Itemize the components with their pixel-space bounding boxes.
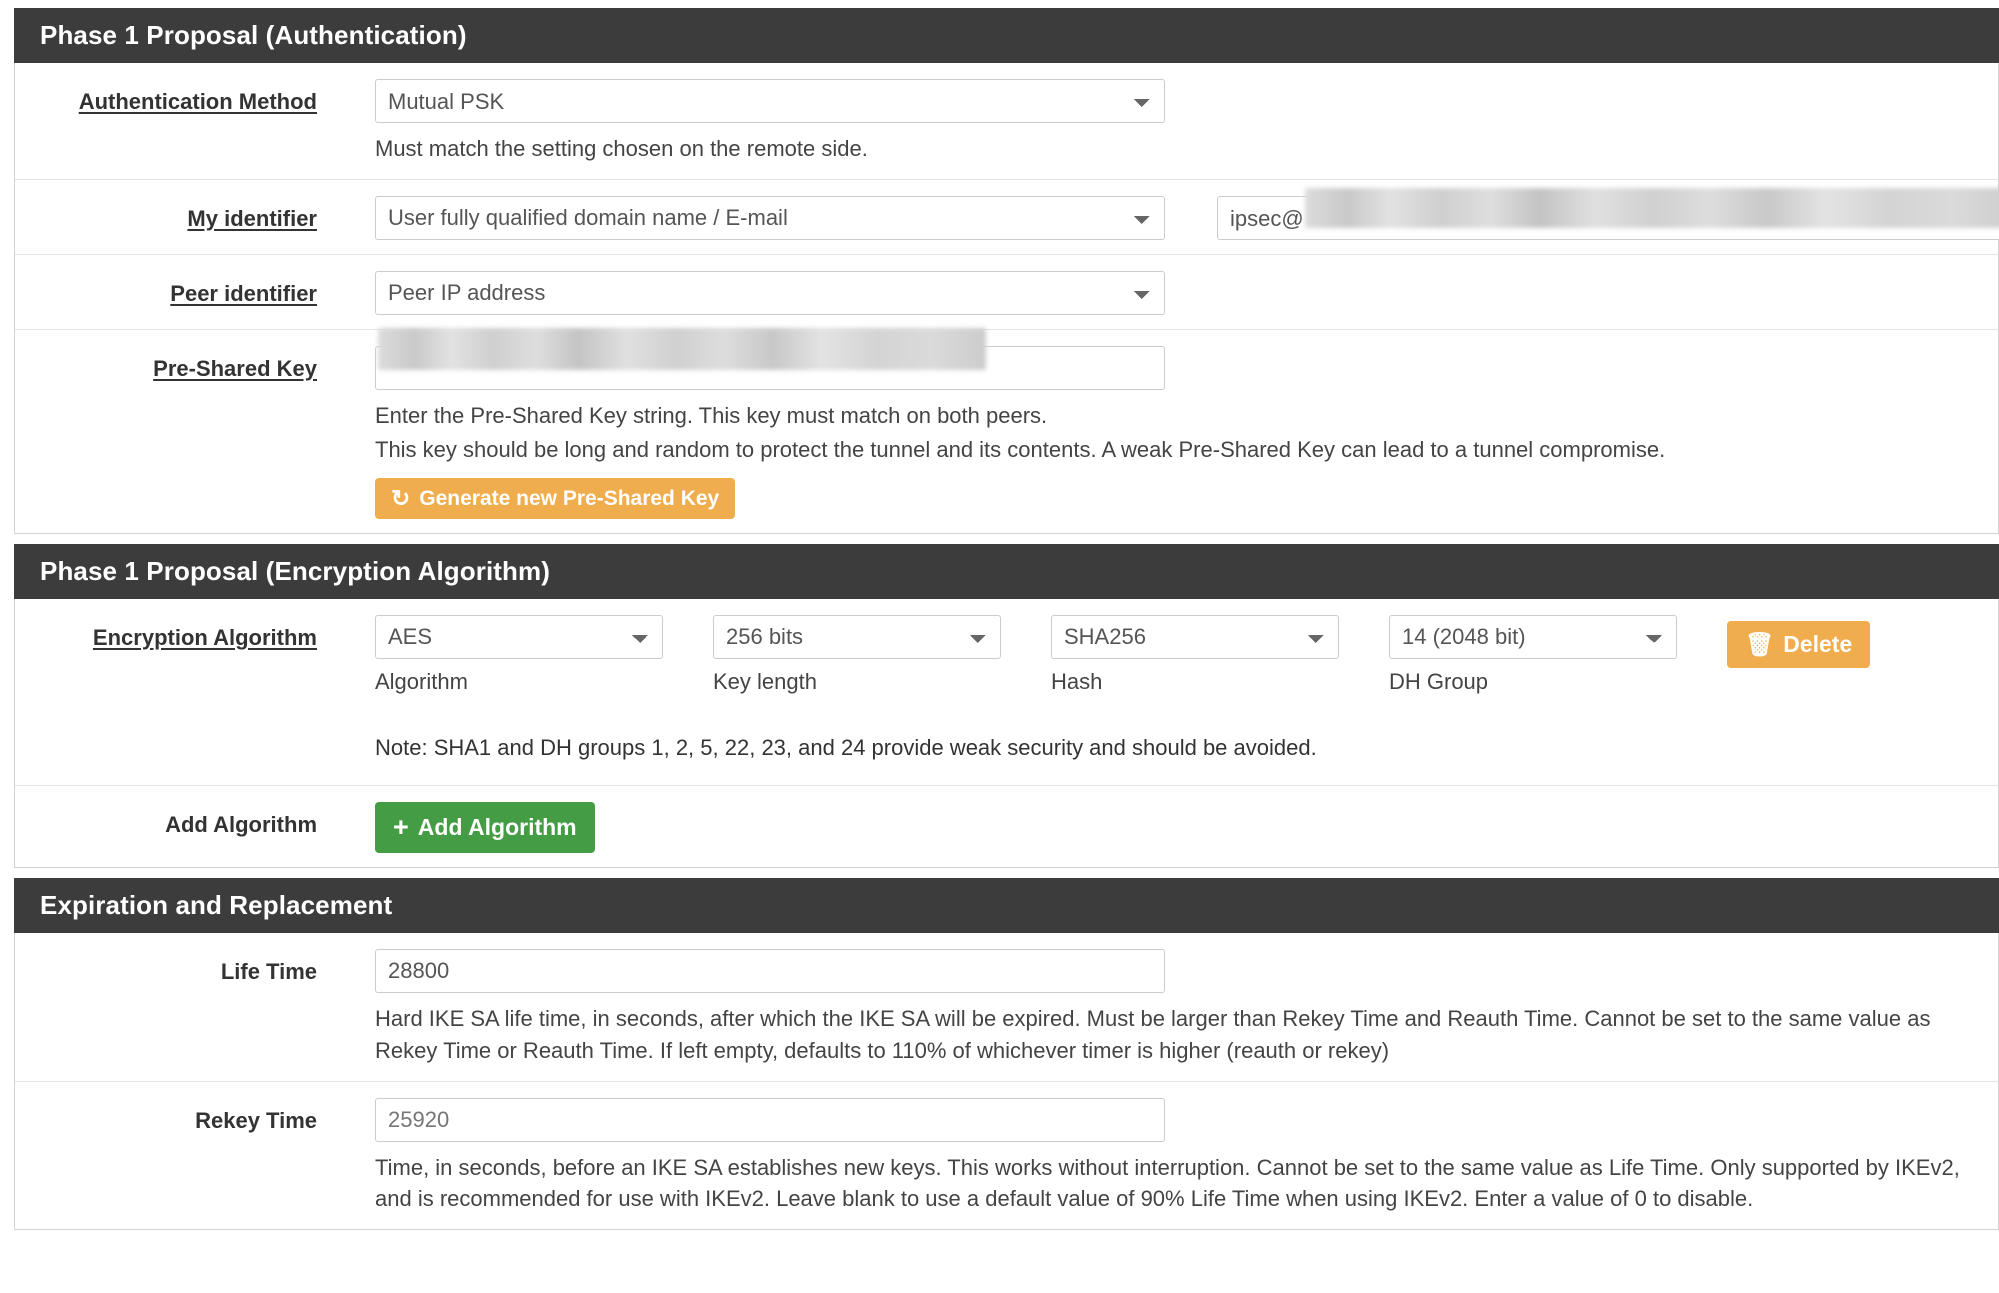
delete-algorithm-field [1727,615,1870,668]
plus-icon: + [393,811,409,842]
refresh-icon: ↻ [391,484,411,511]
key-length-field [713,615,1001,695]
add-algorithm-button[interactable] [375,802,595,853]
key-length-select[interactable] [713,615,1001,659]
my-identifier-value-text: ipsec@ [1230,205,1304,231]
algorithm-select[interactable] [375,615,663,659]
panel-phase1-authentication [14,63,1999,534]
left-margin [0,0,14,1293]
help-authentication-method: Must match the setting chosen on the remote side. [375,136,868,161]
key-length-sublabel: Key length [713,668,817,694]
my-identifier-value-input[interactable] [1217,196,1999,240]
algorithm-sublabel: Algorithm [375,668,468,694]
add-algorithm-label: Add Algorithm [417,813,577,840]
pre-shared-key-input[interactable] [375,346,1165,390]
authentication-method-select[interactable] [375,79,1165,123]
section-heading-phase1-authentication: Phase 1 Proposal (Authentication) [14,8,1999,63]
label-my-identifier: My identifier [187,205,317,231]
encryption-algorithm-group [375,615,1978,695]
label-life-time: Life Time [220,958,317,984]
section-heading-expiration: Expiration and Replacement [14,878,1999,933]
row-peer-identifier [15,255,1998,330]
label-encryption-algorithm: Encryption Algorithm [92,624,317,650]
row-encryption-note [15,709,1998,786]
delete-algorithm-button[interactable] [1727,621,1870,668]
hash-select[interactable] [1051,615,1339,659]
generate-pre-shared-key-button[interactable] [375,478,735,519]
hash-sublabel: Hash [1051,668,1103,694]
label-authentication-method: Authentication Method [78,89,317,114]
dh-group-sublabel: DH Group [1389,668,1489,694]
my-identifier-type-select[interactable] [375,196,1165,240]
help-pre-shared-key-2: This key should be long and random to protect the tunnel and its contents. A weak Pre-Shared Key can lead to a tunnel compromise. [375,436,1666,462]
dh-group-select[interactable] [1389,615,1677,659]
panel-expiration [14,933,1999,1231]
help-rekey-time: Time, in seconds, before an IKE SA establishes new keys. This works without interruption. Cannot be set to the same value as Life Time. Only supported by IKEv2, and is recommended for use with IKEv2. Leave blank to use a default value of 90% Life Time when using IKEv2. Enter a value of 0 to disable. [375,1154,1960,1212]
my-identifier-value-wrap [1217,196,1999,240]
dh-group-field [1389,615,1677,695]
row-encryption-algorithm [15,599,1998,709]
rekey-time-input[interactable] [375,1098,1165,1142]
label-pre-shared-key: Pre-Shared Key [153,355,317,381]
algorithm-field [375,615,663,695]
row-my-identifier [15,180,1998,255]
trash-icon: 🗑 [1745,630,1775,657]
row-pre-shared-key [15,330,1998,533]
hash-field [1051,615,1339,695]
label-add-algorithm: Add Algorithm [165,811,317,837]
row-authentication-method [15,63,1998,180]
life-time-input[interactable] [375,949,1165,993]
generate-pre-shared-key-label: Generate new Pre-Shared Key [419,486,720,510]
panel-phase1-encryption [14,599,1999,868]
label-rekey-time: Rekey Time [195,1107,317,1133]
row-life-time [15,933,1998,1082]
help-pre-shared-key-1: Enter the Pre-Shared Key string. This key must match on both peers. [375,402,1048,428]
section-heading-phase1-encryption: Phase 1 Proposal (Encryption Algorithm) [14,544,1999,599]
row-rekey-time [15,1082,1998,1230]
delete-algorithm-label: Delete [1783,630,1853,657]
label-peer-identifier: Peer identifier [170,280,317,306]
peer-identifier-type-select[interactable] [375,271,1165,315]
row-add-algorithm [15,786,1998,867]
help-life-time: Hard IKE SA life time, in seconds, after which the IKE SA will be expired. Must be larger than Rekey Time and Reauth Time. Cannot be set to the same value as Rekey Time or Reauth Time. If left empty, defaults to 110% of whichever timer is higher (reauth or rekey) [375,1005,1931,1063]
encryption-note-text: Note: SHA1 and DH groups 1, 2, 5, 22, 23, and 24 provide weak security and should be avoided. [375,734,1317,760]
